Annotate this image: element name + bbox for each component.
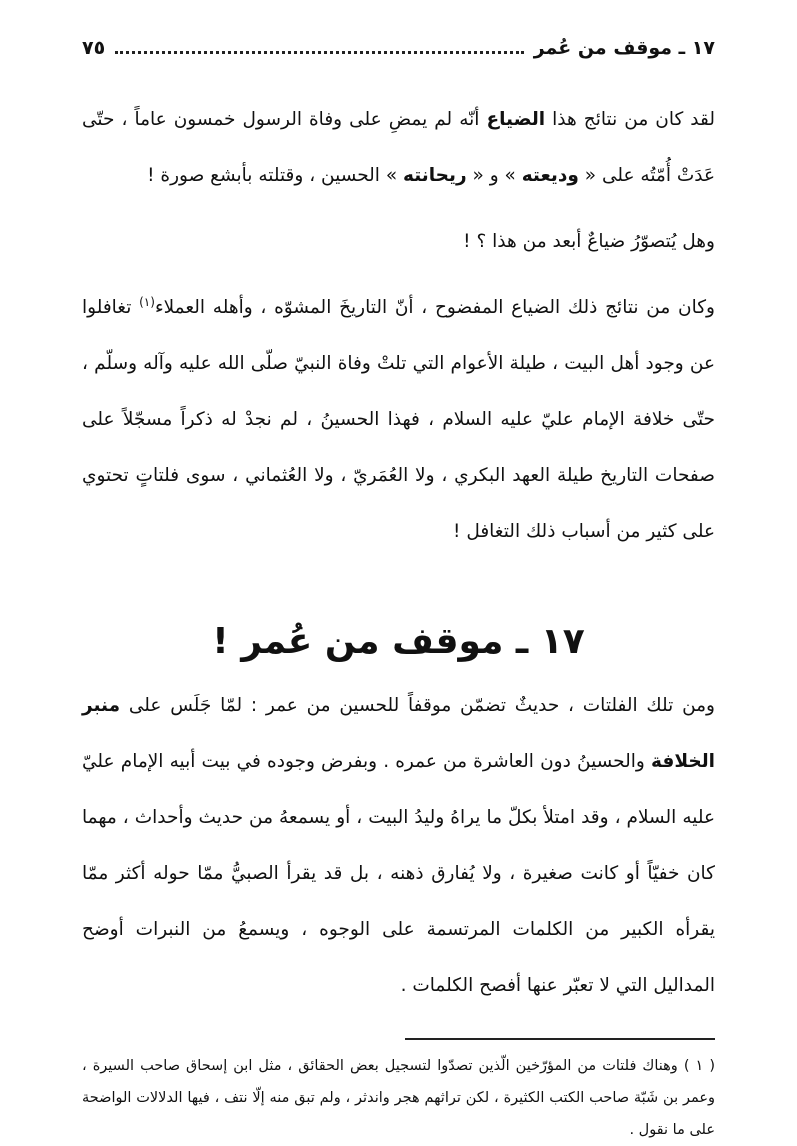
footnote-separator xyxy=(405,1038,715,1040)
paragraph-3-text-b: تغافلوا عن وجود أهل البيت ، طيلة الأعوام التي تلتْ وفاة النبيّ صلّى الله عليه وآله وسلّم ، حتّى خلافة الإمام عليّ عليه السلام ، فهذا الحسينُ ، لم نجدْ له ذكراً مسجّلاً على صفحات التاريخ طيلة العهد البكري ، ولا العُمَريّ ، ولا العُثماني ، سوى فلتاتٍ تحتوي على كثير من أسباب ذلك التغافل ! xyxy=(82,297,715,542)
paragraph-1 xyxy=(82,92,715,204)
main-text xyxy=(82,92,715,1014)
footnote-marker[interactable]: (١) xyxy=(139,294,155,309)
bold-term-minbar-alkhilafa: منبر الخلافة xyxy=(82,695,715,772)
paragraph-2: وهل يُتصوّرُ ضياعٌ أبعد من هذا ؟ ! xyxy=(463,231,715,252)
paragraph-1-text-d: » الحسين ، وقتلته بأبشع صورة ! xyxy=(147,165,404,186)
paragraph-4-text-a: ومن تلك الفلتات ، حديثٌ تضمّن موقفاً للحسين من عمر : لمّا جَلَس على xyxy=(120,695,715,716)
paragraph-1-text-c: » و « xyxy=(466,165,522,186)
page-number: ٧٥ xyxy=(82,37,106,59)
running-header xyxy=(82,30,715,66)
paragraph-3 xyxy=(82,280,715,560)
paragraph-3-text-a: وكان من نتائج ذلك الضياع المفضوح ، أنّ التاريخَ المشوّه ، وأهله العملاء xyxy=(154,297,715,318)
bold-term-wadiatuh: وديعته xyxy=(521,165,579,186)
bold-term-diyaa: الضياع xyxy=(486,109,546,130)
paragraph-1-text-a: لقد كان من نتائج هذا xyxy=(545,109,715,130)
bold-term-rayhanatuh: ريحانته xyxy=(403,165,467,186)
paragraph-4-text-b: والحسينُ دون العاشرة من عمره . وبفرض وجوده في بيت أبيه الإمام عليّ عليه السلام ، وقد امتلأ بكلّ ما يراهُ وليدُ البيت ، أو يسمعهُ من حديث وأحداث ، مهما كان خفيّاً أو كانت صغيرة ، ولا يُفارق ذهنه ، بل قد يقرأ الصبيُّ ممّا حوله أكثر ممّا يقرأه الكبير من الكلمات المرتسمة على الوجوه ، ويسمعُ من النبرات أوضح المداليل التي لا تعبّر عنها أفصح الكلمات . xyxy=(82,751,715,996)
paragraph-1-text-b: أنّه لم يمضِ على وفاة الرسول خمسون عاماً ، حتّى عَدَتْ أُمّتُه على « xyxy=(82,109,715,186)
paragraph-4 xyxy=(82,678,715,1014)
header-title: ١٧ ـ موقف من عُمر xyxy=(533,37,715,59)
chapter-title: ١٧ ـ موقف من عُمر ! xyxy=(212,621,585,662)
header-dot-leader xyxy=(115,33,523,54)
footnote-1: ( ١ ) وهناك فلتات من المؤرّخين الّذين تصدّوا لتسجيل بعض الحقائق ، مثل ابن إسحاق صاحب السيرة ، وعمر بن شَبّة صاحب الكتب الكثيرة ، لكن تراثهم هجر واندثر ، ولم تبق منه إلّا نتف ، فيها الدلالات الواضحة على ما نقول . xyxy=(82,1058,715,1138)
